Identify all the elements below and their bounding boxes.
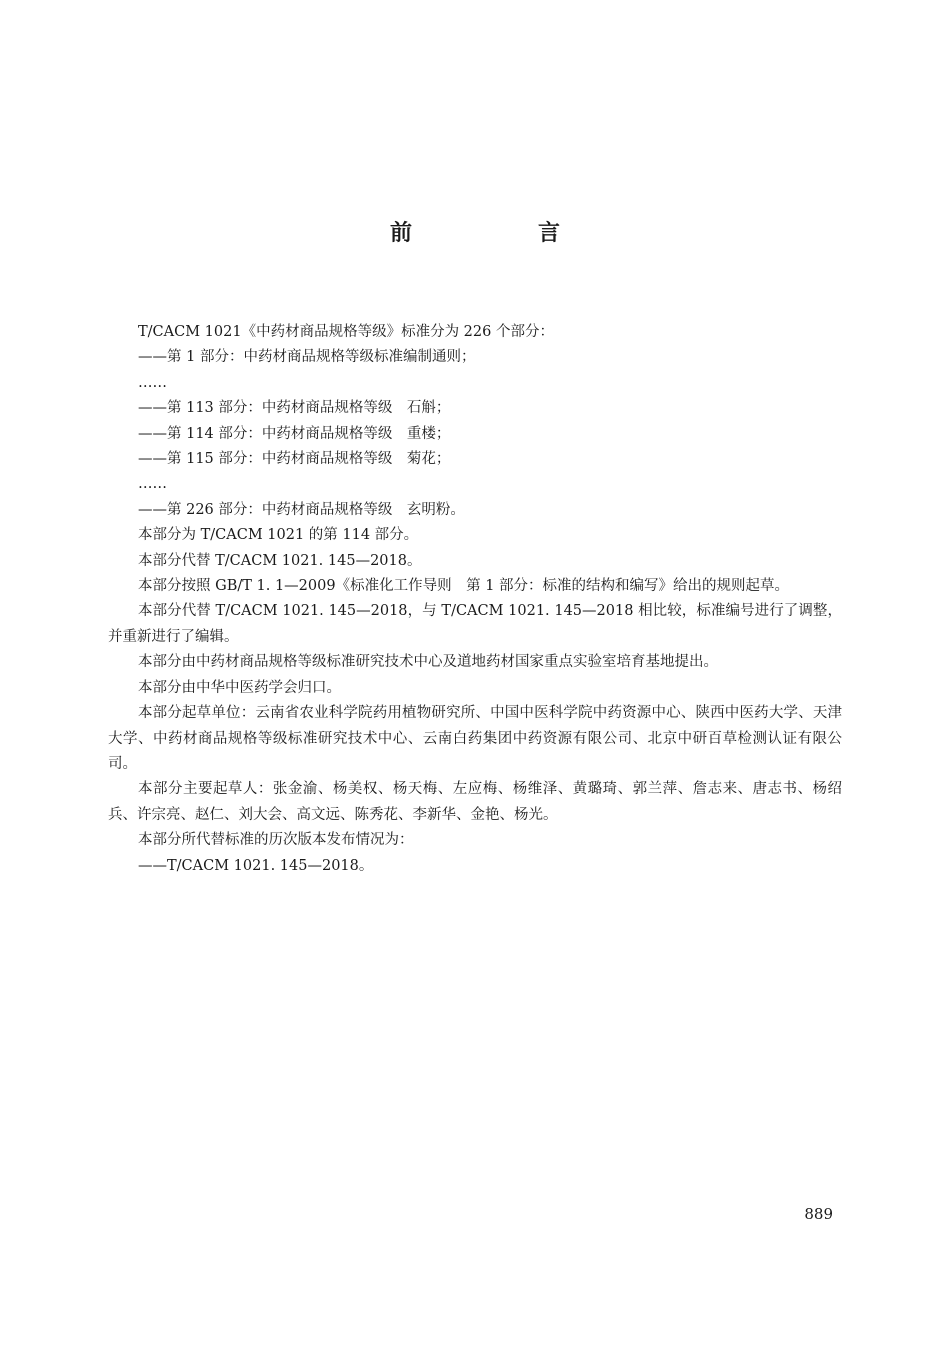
list-ellipsis: …… bbox=[138, 476, 167, 493]
paragraph-replaces: 本部分代替 T/CACM 1021. 145—2018。 bbox=[138, 552, 422, 569]
page-number: 889 bbox=[804, 1205, 833, 1223]
paragraph-centralized-by: 本部分由中华中医药学会归口。 bbox=[138, 679, 341, 696]
paragraph-drafting-rules: 本部分按照 GB/T 1. 1—2009《标准化工作导则 第 1 部分：标准的结构和编写》给出的规则起草。 bbox=[138, 578, 790, 595]
list-item-part-114: ——第 114 部分：中药材商品规格等级 重楼； bbox=[138, 425, 451, 442]
paragraph-previous-editions: 本部分所代替标准的历次版本发布情况为： bbox=[138, 832, 414, 849]
paragraph-parts-overview: T/CACM 1021《中药材商品规格等级》标准分为 226 个部分： bbox=[138, 324, 554, 340]
list-item-part-115: ——第 115 部分：中药材商品规格等级 菊花； bbox=[138, 451, 451, 468]
paragraph-drafting-units: 本部分起草单位：云南省农业科学院药用植物研究所、中国中医科学院中药资源中心、陕西中医药大学、天津大学、中药材商品规格等级标准研究技术中心、云南白药集团中药资源有限公司、北京中研百草检测认证有限公司。 bbox=[108, 705, 842, 772]
list-item-part-113: ——第 113 部分：中药材商品规格等级 石斛； bbox=[138, 400, 451, 417]
list-item-previous-edition: ——T/CACM 1021. 145—2018。 bbox=[138, 857, 374, 874]
list-item-part-1: ——第 1 部分：中药材商品规格等级标准编制通则； bbox=[138, 349, 476, 366]
paragraph-proposed-by: 本部分由中药材商品规格等级标准研究技术中心及道地药材国家重点实验室培育基地提出。 bbox=[138, 654, 718, 671]
paragraph-changes: 本部分代替 T/CACM 1021. 145—2018，与 T/CACM 1021. 145—2018 相比较，标准编号进行了调整，并重新进行了编辑。 bbox=[108, 603, 842, 645]
paragraph-part-identity: 本部分为 T/CACM 1021 的第 114 部分。 bbox=[138, 527, 419, 544]
list-ellipsis: …… bbox=[138, 374, 167, 391]
foreword-body bbox=[108, 320, 842, 879]
list-item-part-226: ——第 226 部分：中药材商品规格等级 玄明粉。 bbox=[138, 501, 465, 518]
page-title: 前 言 bbox=[389, 221, 612, 246]
paragraph-drafters: 本部分主要起草人：张金渝、杨美权、杨天梅、左应梅、杨维泽、黄璐琦、郭兰萍、詹志来、唐志书、杨绍兵、许宗亮、赵仁、刘大会、高文远、陈秀花、李新华、金艳、杨光。 bbox=[108, 781, 842, 823]
